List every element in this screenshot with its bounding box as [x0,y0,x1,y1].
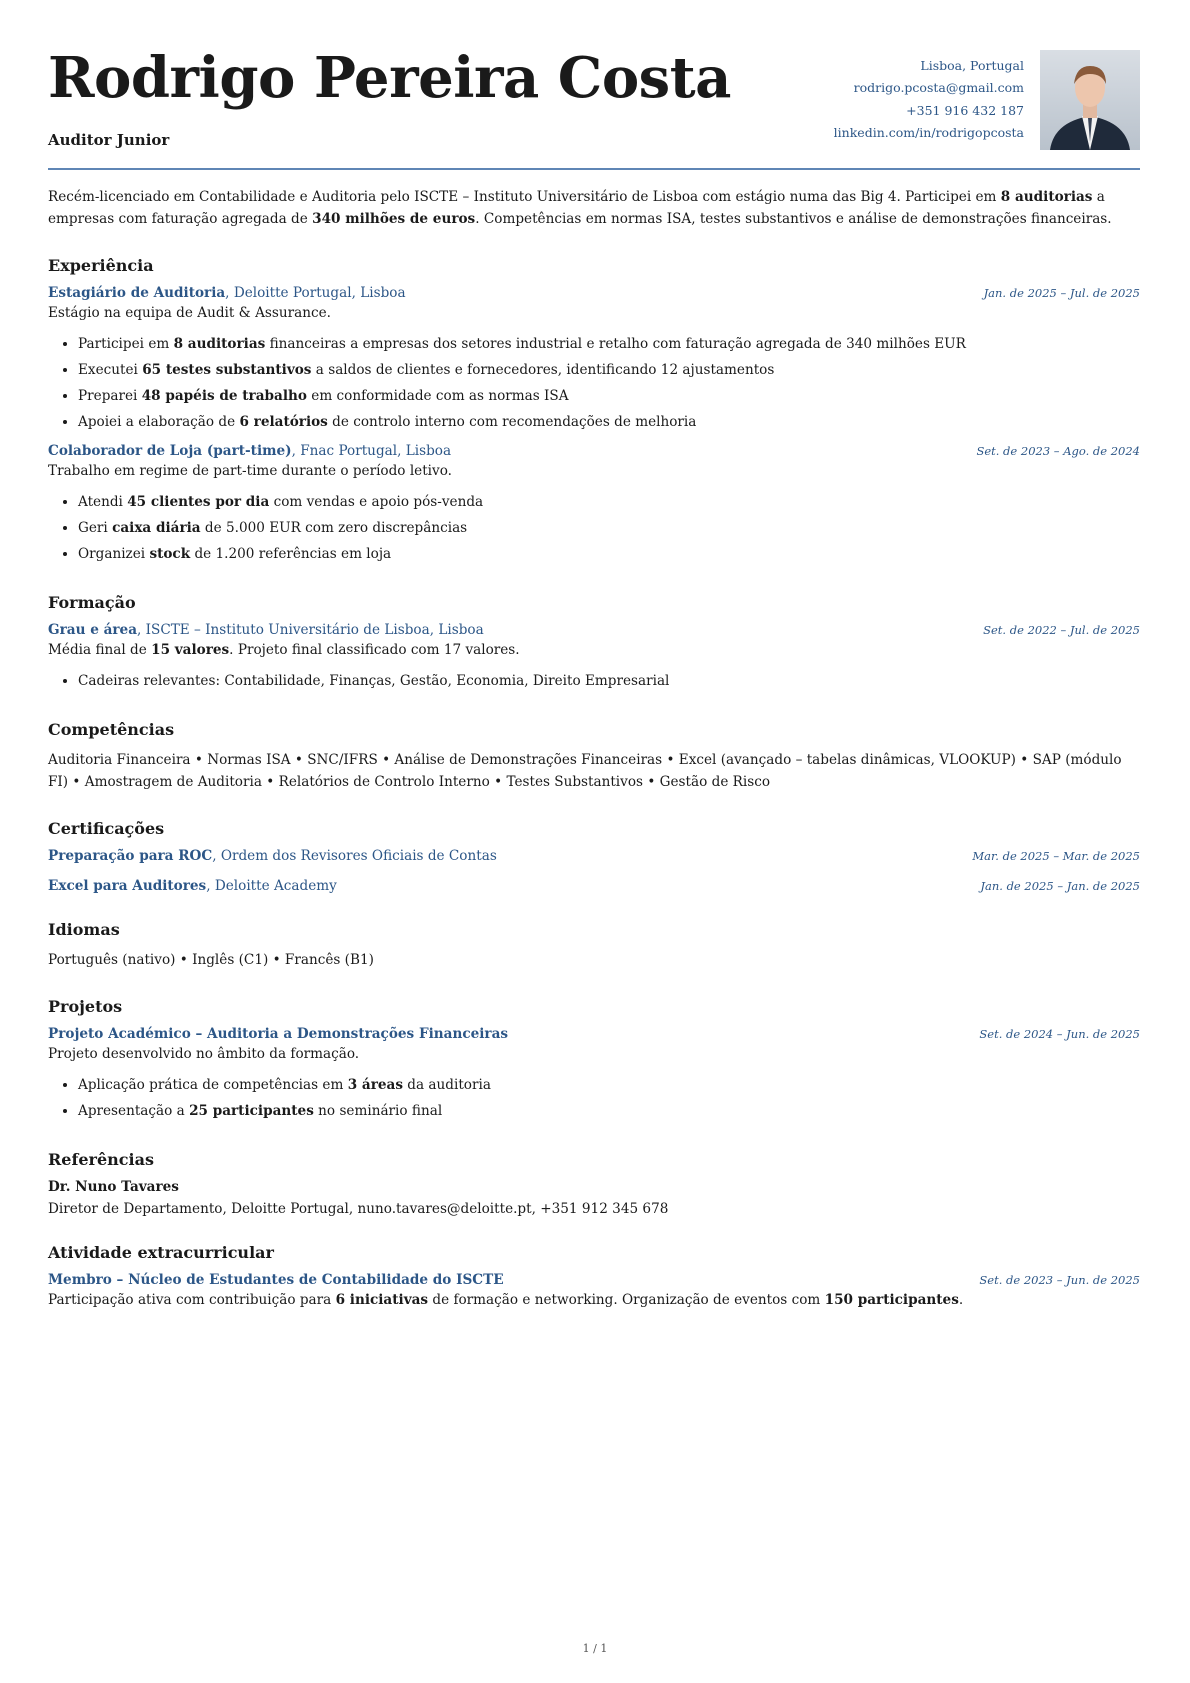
resume-page [48,0,1140,1308]
section-title-skills: Competências [48,720,175,739]
project-name: Projeto Académico – Auditoria a Demonstrações Financeiras [48,1026,509,1042]
list-item: • Executei 65 testes substantivos a saldos de clientes e fornecedores, identificando 12 ajustamentos [78,357,1140,383]
entry-description: Projeto desenvolvido no âmbito da formação. [48,1046,360,1062]
list-item: • Geri caixa diária de 5.000 EUR com zero discrepâncias [78,515,1140,541]
activity-name: Membro – Núcleo de Estudantes de Contabilidade do ISCTE [48,1272,504,1288]
section-title-projects: Projetos [48,997,123,1016]
summary-text: a empresas com faturação agregada de [48,189,1105,227]
entry-role: Colaborador de Loja (part-time) [48,443,292,459]
list-item: • Aplicação prática de competências em 3 áreas da auditoria [78,1072,1140,1098]
summary-highlight: 8 auditorias [1000,189,1093,205]
bullet-list [48,489,1140,567]
certification-name: Preparação para ROC [48,848,213,864]
experience-entry [48,285,1140,435]
section-title-extracurricular: Atividade extracurricular [48,1243,274,1262]
entry-date: Jan. de 2025 – Jan. de 2025 [980,879,1140,893]
entry-org: , Fnac Portugal, Lisboa [291,443,452,459]
job-title: Auditor Junior [48,131,170,149]
project-entry [48,1026,1140,1124]
list-item: • Apresentação a 25 participantes no seminário final [78,1098,1140,1124]
header [48,0,1140,170]
entry-institution: , ISCTE – Instituto Universitário de Lisboa, Lisboa [137,622,484,638]
linkedin-link[interactable]: linkedin.com/in/rodrigopcosta [833,124,1024,140]
entry-degree: Grau e área [48,622,138,638]
phone: +351 916 432 187 [906,102,1024,118]
certification-org: , Ordem dos Revisores Oficiais de Contas [212,848,497,864]
certification-org: , Deloitte Academy [206,878,337,894]
profile-photo-image [1040,50,1140,150]
entry-description: Estágio na equipa de Audit & Assurance. [48,305,331,321]
certification-item [48,878,1140,894]
contact-block [834,55,1024,144]
list-item: • Participei em 8 auditorias financeiras a empresas dos setores industrial e retalho com faturação agregada de 340 milhões EUR [78,331,1140,357]
entry-date: Set. de 2023 – Ago. de 2024 [976,444,1140,458]
extracurricular-entry [48,1272,1140,1308]
entry-role: Estagiário de Auditoria [48,285,226,301]
languages-list: Português (nativo) • Inglês (C1) • Francês (B1) [48,952,374,968]
entry-description: Trabalho em regime de part-time durante o período letivo. [48,463,452,479]
list-item: • Preparei 48 papéis de trabalho em conformidade com as normas ISA [78,383,1140,409]
bullet-list [48,331,1140,435]
profile-photo [1040,50,1140,150]
list-item: • Apoiei a elaboração de 6 relatórios de controlo interno com recomendações de melhoria [78,409,1140,435]
list-item: • Organizei stock de 1.200 referências em loja [78,541,1140,567]
certification-item [48,848,1140,864]
experience-entry [48,443,1140,567]
skills-list: Auditoria Financeira • Normas ISA • SNC/IFRS • Análise de Demonstrações Financeiras • Excel (avançado – tabelas dinâmicas, VLOOKUP) • SAP (módulo FI) • Amostragem de Auditoria • Relatórios de Controlo Interno • Testes Substantivos • Gestão de Risco [48,752,1122,790]
section-title-languages: Idiomas [48,920,120,939]
list-item: • Cadeiras relevantes: Contabilidade, Finanças, Gestão, Economia, Direito Empresarial [78,668,1140,694]
entry-description: Participação ativa com contribuição para 6 iniciativas de formação e networking. Organização de eventos com 150 participantes. [48,1292,964,1308]
entry-date: Set. de 2024 – Jun. de 2025 [979,1027,1140,1041]
reference-detail: Diretor de Departamento, Deloitte Portugal, nuno.tavares@deloitte.pt, +351 912 345 678 [48,1201,669,1217]
summary-text: . Competências em normas ISA, testes substantivos e análise de demonstrações financeiras. [475,211,1112,227]
summary-highlight: 340 milhões de euros [312,211,476,227]
entry-description: Média final de 15 valores. Projeto final classificado com 17 valores. [48,642,520,658]
bullet-list [48,668,1140,694]
page-number: 1 / 1 [582,1642,608,1655]
entry-date: Jan. de 2025 – Jul. de 2025 [983,286,1140,300]
entry-date: Mar. de 2025 – Mar. de 2025 [972,849,1140,863]
location: Lisboa, Portugal [920,58,1024,73]
section-title-references: Referências [48,1150,154,1169]
certification-name: Excel para Auditores [48,878,207,894]
education-entry [48,622,1140,694]
entry-date: Set. de 2022 – Jul. de 2025 [983,623,1140,637]
candidate-name: Rodrigo Pereira Costa [48,45,731,111]
bullet-list [48,1072,1140,1124]
section-title-certifications: Certificações [48,819,165,838]
summary-text: Recém-licenciado em Contabilidade e Auditoria pelo ISCTE – Instituto Universitário de Lisboa com estágio numa das Big 4. Participei em [48,189,1001,205]
section-title-education: Formação [48,593,136,612]
email-link[interactable]: rodrigo.pcosta@gmail.com [853,80,1024,96]
summary [48,186,1140,230]
entry-org: , Deloitte Portugal, Lisboa [225,285,406,301]
reference-name: Dr. Nuno Tavares [48,1179,179,1195]
header-divider [48,168,1140,170]
list-item: • Atendi 45 clientes por dia com vendas e apoio pós-venda [78,489,1140,515]
section-title-experience: Experiência [48,256,154,275]
entry-date: Set. de 2023 – Jun. de 2025 [979,1273,1140,1287]
